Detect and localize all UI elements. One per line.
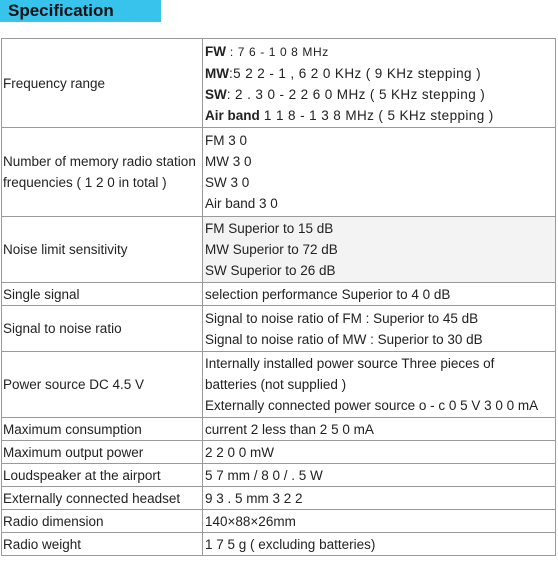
mw-value: :5 2 2 - 1 , 6 2 0 KHz ( 9 KHz stepping ) xyxy=(229,65,482,81)
table-row xyxy=(2,128,556,217)
memory-air: Air band 3 0 xyxy=(205,196,278,211)
memory-value xyxy=(203,128,556,217)
max-output-value: 2 2 0 0 mW xyxy=(203,441,556,464)
memory-label-line2: frequencies ( 1 2 0 in total ) xyxy=(3,175,167,190)
memory-label-line1: Number of memory radio station xyxy=(3,154,196,169)
table-row xyxy=(2,441,556,464)
fw-key: FW xyxy=(205,43,226,59)
frequency-range-label: Frequency range xyxy=(2,39,203,128)
fw-line xyxy=(205,41,555,63)
memory-mw: MW 3 0 xyxy=(205,154,252,169)
power-source-label: Power source DC 4.5 V xyxy=(2,352,203,418)
air-band-key: Air band xyxy=(205,107,260,123)
section-title: Specification xyxy=(0,0,161,22)
snr-value xyxy=(203,306,556,352)
noise-mw: MW Superior to 72 dB xyxy=(205,242,338,257)
noise-sw: SW Superior to 26 dB xyxy=(205,263,336,278)
sw-line xyxy=(205,84,555,105)
table-row xyxy=(2,510,556,533)
snr-fm: Signal to noise ratio of FM : Superior to 45 dB xyxy=(205,310,479,326)
specification-table xyxy=(1,38,556,556)
table-row xyxy=(2,464,556,487)
air-band-value: 1 1 8 - 1 3 8 MHz ( 5 KHz stepping ) xyxy=(259,107,494,123)
power-line3: Externally connected power source o - c 0 5 V 3 0 0 mA xyxy=(205,398,539,413)
headset-value: 9 3 . 5 mm 3 2 2 xyxy=(203,487,556,510)
power-line2: batteries (not supplied ) xyxy=(205,377,347,392)
loudspeaker-value: 5 7 mm / 8 0 / . 5 W xyxy=(203,464,556,487)
power-source-value xyxy=(203,352,556,418)
dimension-value: 140×88×26mm xyxy=(203,510,556,533)
power-line1: Internally installed power source Three pieces of xyxy=(205,356,495,371)
air-band-line xyxy=(205,105,555,126)
fw-value: : 7 6 - 1 0 8 MHz xyxy=(226,44,329,59)
noise-fm: FM Superior to 15 dB xyxy=(205,221,334,236)
memory-fm: FM 3 0 xyxy=(205,133,248,148)
table-row xyxy=(2,39,556,128)
table-row xyxy=(2,418,556,441)
table-row xyxy=(2,306,556,352)
headset-label: Externally connected headset xyxy=(2,487,203,510)
max-consumption-label: Maximum consumption xyxy=(2,418,203,441)
frequency-range-value xyxy=(203,39,556,128)
snr-mw: Signal to noise ratio of MW : Superior to 30 dB xyxy=(205,331,483,347)
table-row xyxy=(2,217,556,283)
snr-label: Signal to noise ratio xyxy=(2,306,203,352)
sw-value: : 2 . 3 0 - 2 2 6 0 MHz ( 5 KHz stepping ) xyxy=(226,86,486,102)
noise-limit-label: Noise limit sensitivity xyxy=(2,217,203,283)
max-output-label: Maximum output power xyxy=(2,441,203,464)
dimension-label: Radio dimension xyxy=(2,510,203,533)
sw-key: SW xyxy=(205,86,227,102)
memory-label xyxy=(2,128,203,217)
table-row xyxy=(2,533,556,556)
memory-sw: SW 3 0 xyxy=(205,175,250,190)
table-row xyxy=(2,352,556,418)
table-row xyxy=(2,283,556,306)
single-signal-label: Single signal xyxy=(2,283,203,306)
weight-label: Radio weight xyxy=(2,533,203,556)
max-consumption-value: current 2 less than 2 5 0 mA xyxy=(203,418,556,441)
noise-limit-value xyxy=(203,217,556,283)
single-signal-value: selection performance Superior to 4 0 dB xyxy=(203,283,556,306)
loudspeaker-label: Loudspeaker at the airport xyxy=(2,464,203,487)
weight-value: 1 7 5 g ( excluding batteries) xyxy=(203,533,556,556)
mw-line xyxy=(205,63,555,84)
table-row xyxy=(2,487,556,510)
mw-key: MW xyxy=(205,65,229,81)
